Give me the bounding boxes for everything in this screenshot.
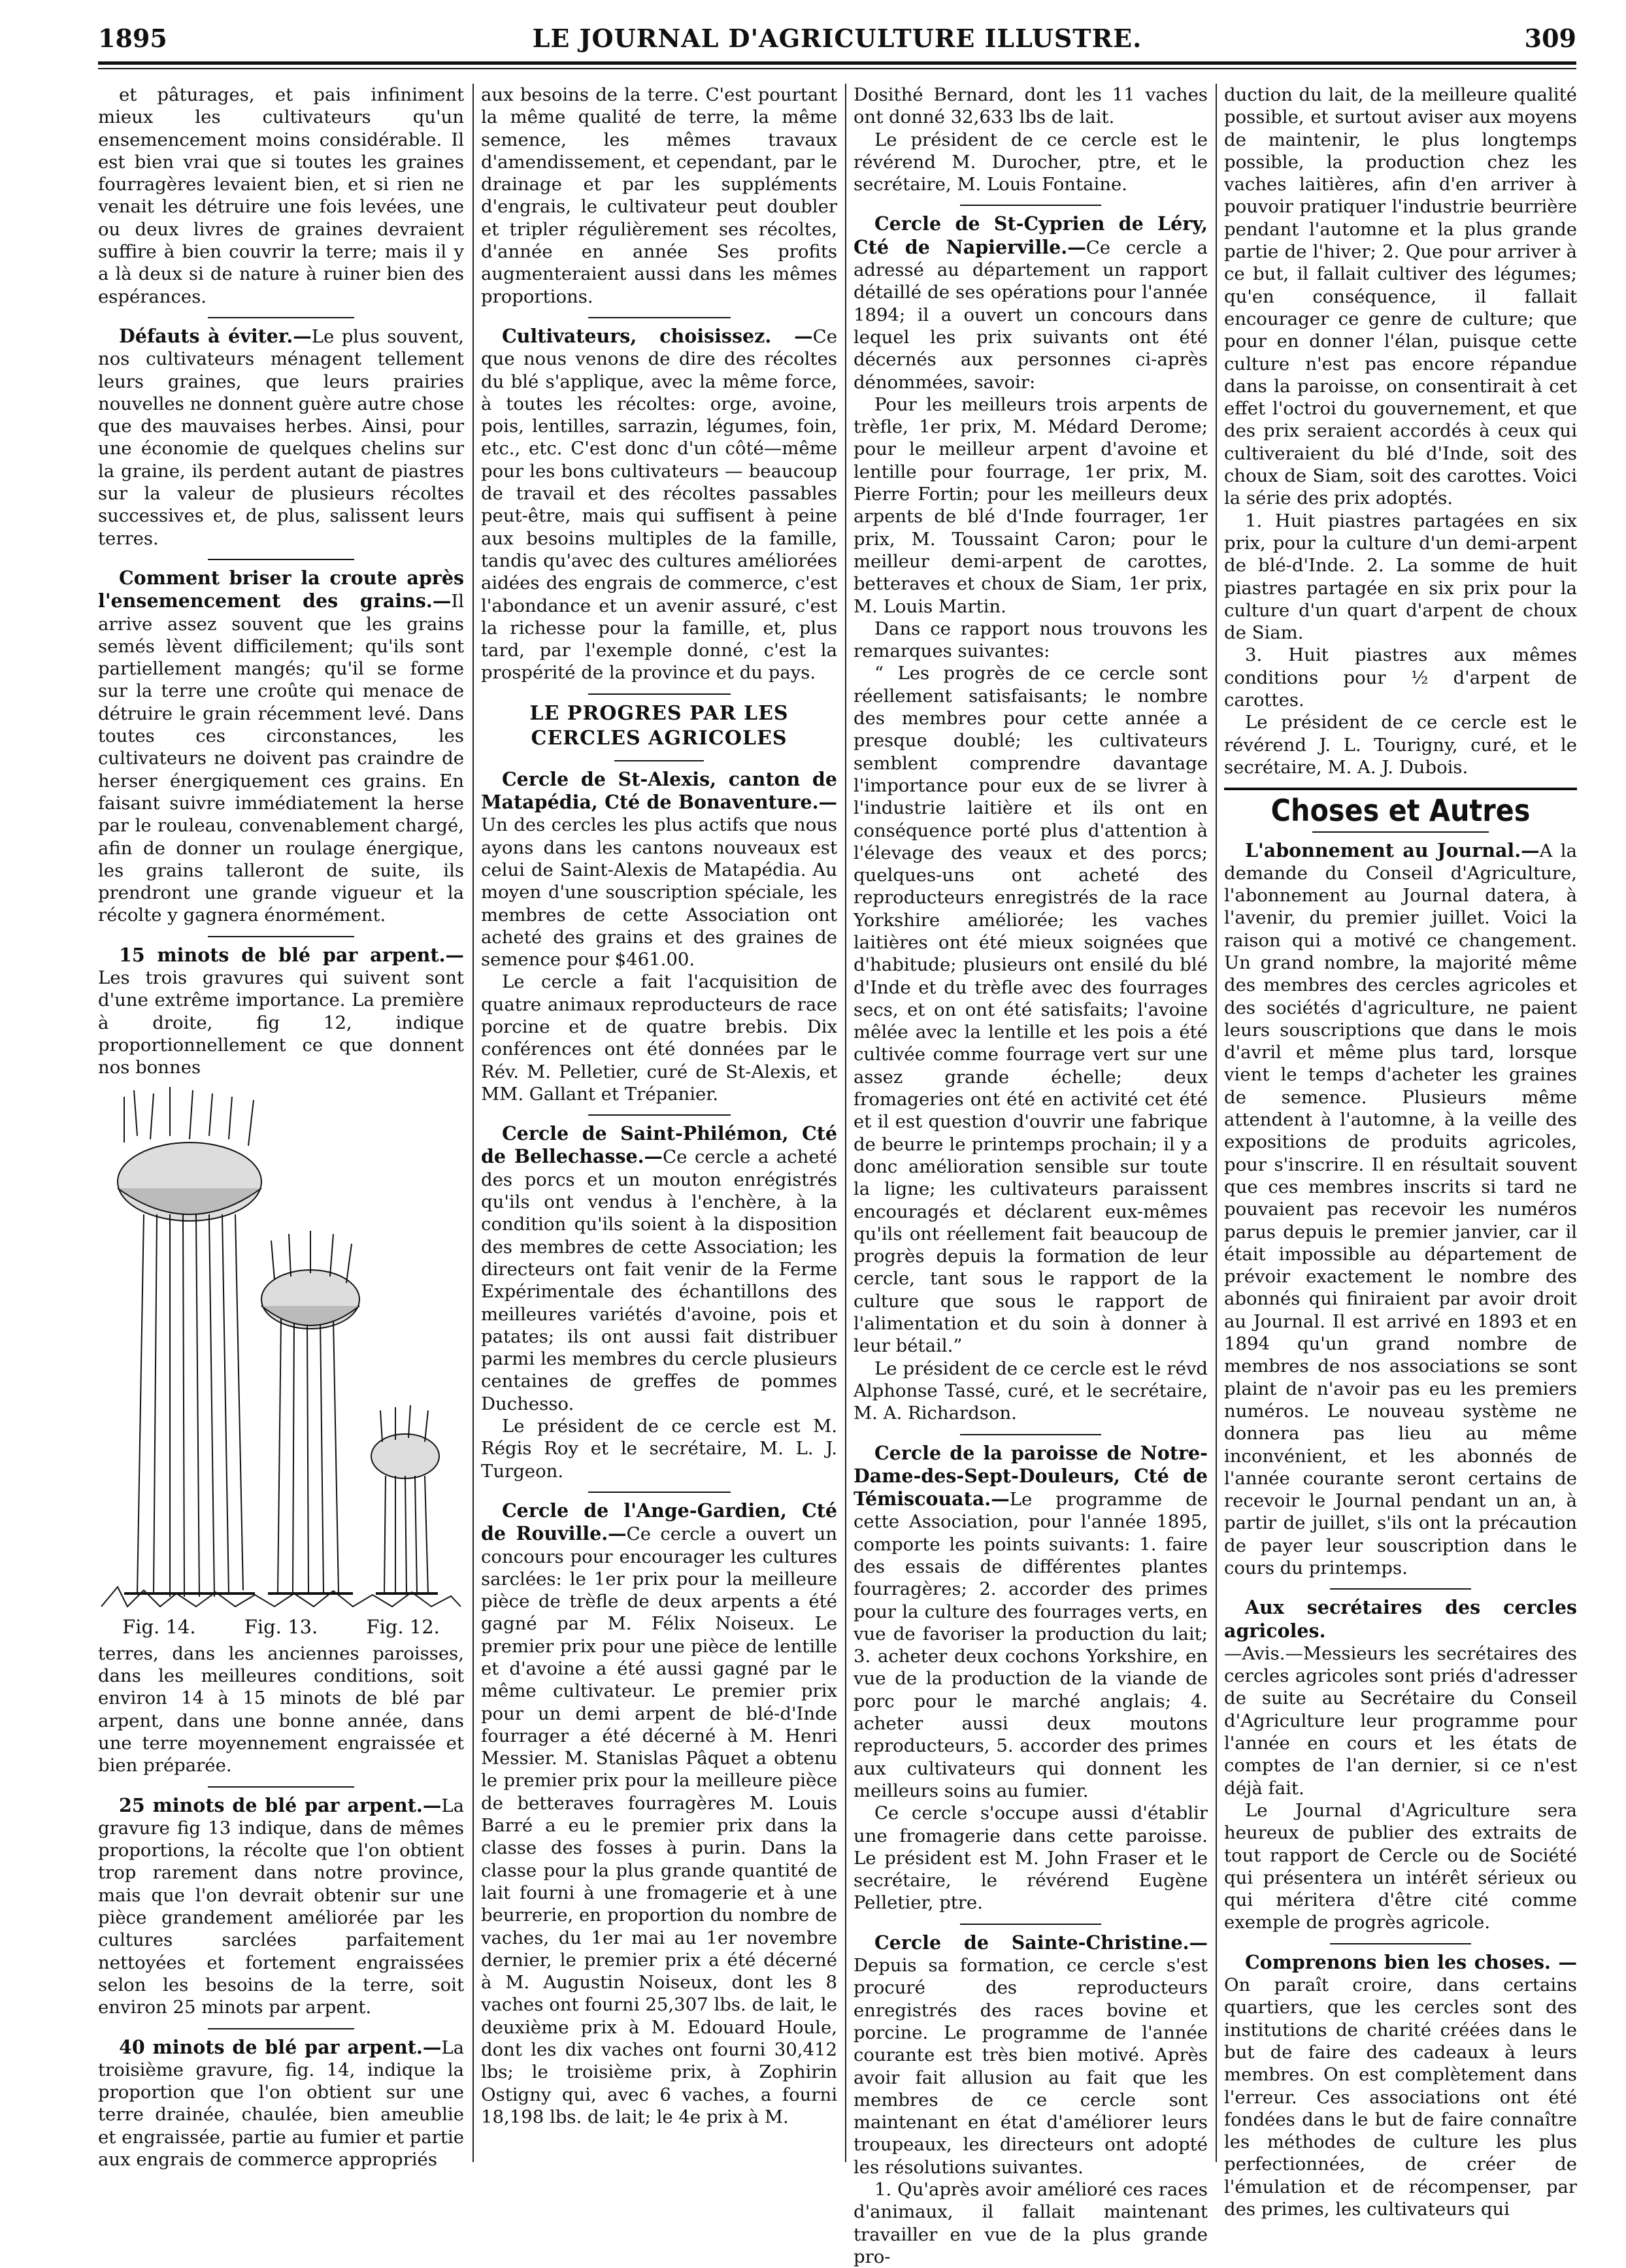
separator: [1330, 1943, 1471, 1944]
article: [481, 768, 837, 971]
article-text: Ce que nous venons de dire des récoltes du blé s'applique, avec la même force, à toutes les récoltes: orge, avoine, pois, lentilles, sarrazin, légumes, foin, etc., etc. C'est donc d'un côté—même pour les bons cultivateurs — beaucoup de travail et des récoltes passables peut-être, mais qui suffisent à peine aux besoins multiples de la famille, tandis qu'avec des cultures améliorées aidées des engrais de commerce, c'est l'abondance et un avenir assuré, c'est la richesse pour la famille, et, plus tard, par l'exemple donné, c'est la prospérité de la province et du pays.: [481, 325, 837, 684]
separator: [614, 760, 703, 761]
paragraph: Ce cercle s'occupe aussi d'établir une fromagerie dans cette paroisse. Le président est M. John Fraser et le secrétaire, le révérend Eugène Pelletier, ptre.: [854, 1803, 1208, 1914]
paragraph: —Avis.—Messieurs les secrétaires des cercles agricoles sont priés d'adresser de suite au Secrétaire du Conseil d'Agriculture leur programme pour l'année en cours et les états de comptes de l'an dernier, si ce n'est déjà fait.: [1224, 1643, 1577, 1799]
article: [98, 2036, 464, 2171]
article: [98, 567, 464, 927]
article-text: La troisième gravure, fig. 14, indique la proportion que l'on obtient sur une terre drainée, chaulée, bien ameublie et engraissée, partie au fumier et partie aux engrais de commerce appropriés: [98, 2037, 464, 2170]
article: [1224, 839, 1577, 1580]
separator: [960, 205, 1102, 206]
figure-captions: [98, 1616, 464, 1638]
article-text: Un des cercles les plus actifs que nous ayons dans les cantons nouveaux est celui de Saint-Alexis de Matapédia. Au moyen d'une souscription spéciale, les membres de cette Association ont acheté des grains et des graines de semence pour $461.00.: [481, 814, 837, 971]
paragraph: Le président de ce cercle est le révérend M. Durocher, ptre, et le secrétaire, M. Louis Fontaine.: [854, 129, 1208, 195]
paragraph: 3. Huit piastres aux mêmes conditions pour ½ d'arpent de carottes.: [1224, 644, 1577, 711]
article-title: L'abonnement au Journal.—: [1245, 839, 1540, 861]
caption-fig-14: Fig. 14.: [122, 1616, 196, 1639]
article: [98, 1794, 464, 2019]
wheat-sheaves-engraving: [98, 1084, 464, 1613]
article: [481, 1122, 837, 1415]
section-rule: [1224, 788, 1577, 790]
paragraph: duction du lait, de la meilleure qualité possible, et surtout aviser aux moyens de maintenir, le plus longtemps possible, la production chez les vaches laitières, afin d'en arriver à pouvoir pratiquer l'industrie beurrière pendant l'automne et la plus grande partie de l'hiver; 2. Que pour arriver à ce but, il fallait cultiver des légumes; qu'en conséquence, il fallait encourager ce genre de culture; que pour en donner l'élan, puisque cette culture n'est pas encore répandue dans la paroisse, on consentirait à cet effet l'octroi du gouvernement, et que des prix seraient accordés à ceux qui cultiveraient du blé d'Inde, soit des choux de Siam, soit des carottes. Voici la série des prix adoptés.: [1224, 84, 1577, 509]
section-heading-choses: Choses et Autres: [1270, 793, 1531, 829]
article: [854, 212, 1208, 393]
separator: [588, 1114, 731, 1116]
article-text: Il arrive assez souvent que les grains semés lèvent difficilement; qu'ils sont partiellement mangés; qu'il se forme sur la terre une croûte qui menace de détruire le grain récemment levé. Dans toutes ces circonstances, les cultivateurs ne doivent pas craindre de herser énergiquement ces grains. En faisant suivre immédiatement la herse par le rouleau, convenablement chargé, afin de donner un roulage énergique, les grains talleront de suite, ils prendront une grande vigueur et la récolte y gagnera énormément.: [98, 591, 464, 926]
article-text: Le plus souvent, nos cultivateurs ménagent tellement leurs graines, que leurs prairies nouvelles ne donnent guère autre chose que des mauvaises herbes. Ainsi, pour une économie de quelques chelins sur la graine, ils perdent autant de piastres sur la valeur de plusieurs récoltes successives et, de plus, salissent leurs terres.: [98, 325, 465, 549]
paragraph: Dans ce rapport nous trouvons les remarques suivantes:: [854, 618, 1208, 662]
article-title: Aux secrétaires des cercles agricoles.: [1224, 1596, 1577, 1642]
article: [481, 325, 837, 684]
sheaf-fig-12: [371, 1405, 439, 1593]
article-text: On paraît croire, dans certains quartiers, que les cercles sont des institutions de charité créées dans le but de faire des cadeaux à leurs membres. On est complètement dans l'erreur. Ces associations ont été fondées dans le but de faire connaître les méthodes de culture les plus perfectionnées, de créer de l'émulation et de récompenser, par des primes, les cultivateurs qui: [1224, 1975, 1577, 2220]
separator: [960, 1924, 1102, 1925]
article-text: A la demande du Conseil d'Agriculture, l'abonnement au Journal datera, à l'avenir, du premier juillet. Voici la raison qui a motivé ce changement. Un grand nombre, la majorité même des membres des cercles agricoles et des sociétés d'agriculture, ne paient leurs souscriptions que dans le mois d'avril et même plus tard, lorsque vient le temps d'acheter les graines de semence. Plusieurs même attendent à l'automne, à la veille des expositions de produits agricoles, pour s'inscrire. Il en résultait souvent que ces membres inscrits si tard ne pouvaient pas recevoir les numéros parus depuis le premier janvier, car il était impossible au département de prévoir exactement le nombre des abonnés qui finiraient par avoir droit au Journal. Il est arrivé en 1893 et en 1894 qu'un grand nombre de membres de nos associations se sont plaint de n'avoir pas eu les premiers numéros. Le nouveau système ne donnera pas lieu au même inconvénient, et les abonnés de l'année courante seront certains de recevoir le Journal pendant un an, à partir de juillet, s'ils ont la précaution de payer leur souscription dans le cours du printemps.: [1224, 840, 1577, 1578]
article: [854, 1931, 1208, 2178]
paragraph: Le président de ce cercle est le révérend J. L. Tourigny, curé, et le secrétaire, M. A. J. Dubois.: [1224, 712, 1577, 778]
separator: [1330, 1588, 1471, 1590]
column-rule-3: [1216, 84, 1217, 2162]
article-title: Cercle de St-Alexis, canton de Matapédia, Cté de Bonaventure.—: [481, 767, 837, 814]
article: [1224, 1596, 1577, 1643]
sheaf-fig-13: [261, 1231, 359, 1593]
article-title: 25 minots de blé par arpent.—: [119, 1793, 442, 1816]
separator: [208, 559, 354, 560]
article-title: Défauts à éviter.—: [119, 324, 312, 347]
wheat-sheaves-illustration: [98, 1084, 464, 1613]
page-header: [98, 22, 1576, 65]
column-rule-1: [473, 84, 474, 2162]
separator: [588, 317, 731, 318]
sheaf-fig-14: [118, 1087, 261, 1597]
article-title: 40 minots de blé par arpent.—: [119, 2035, 442, 2058]
article: [1224, 1951, 1577, 2221]
quotation: “ Les progrès de ce cercle sont réellement satisfaisants; le nombre des membres pour cette année a presque doublé; les cultivateurs semblent comprendre davantage l'importance pour eux de se livrer à l'industrie laitière et ils ont en conséquence porté plus d'attention à l'élevage des veaux et des porcs; quelques-uns ont acheté des reproducteurs enregistrés de la race Yorkshire améliorée; les vaches laitières ont été mieux soignées que d'habitude; plusieurs ont ensilé du blé d'Inde et du trèfle avec des fourrages secs, et on ont été satisfaits; l'avoine mêlée avec la lentille et les pois a été cultivée comme fourrage vert sur une assez grande échelle; deux fromageries ont été en activité cet été et il est question d'ouvrir une fabrique de beurre le printemps prochain; il y a donc amélioration sensible sur toute la ligne; les cultivateurs paraissent encouragés et déclarent eux-mêmes qu'ils ont réellement fait beaucoup de progrès depuis la formation de leur cercle, tant sous le rapport de la culture que sous le rapport de l'alimentation et du soin à donner à leur bétail.”: [854, 663, 1208, 1357]
separator: [208, 2028, 354, 2029]
header-year: 1895: [98, 24, 167, 53]
separator: [1312, 831, 1489, 833]
paragraph: et pâturages, et pais infiniment mieux les cultivateurs qu'un ensemencement moins considérable. Il est bien vrai que si toutes les graines fourragères levaient bien, et si rien ne venait les détruire une fois levées, une ou deux livres de graines devraient suffire à bien couvrir la terre; mais il y a là deux si de nature à ruiner bien des espérances.: [98, 84, 464, 307]
column-3: [854, 84, 1208, 2267]
paragraph: terres, dans les anciennes paroisses, dans les meilleures conditions, soit environ 14 à 15 minots de blé par arpent, dans une bonne année, dans une terre moyennement engraissée et bien préparée.: [98, 1643, 464, 1776]
paragraph: Le président de ce cercle est M. Régis Roy et le secrétaire, M. L. J. Turgeon.: [481, 1416, 837, 1482]
article-text: Le programme de cette Association, pour l'année 1895, comporte les points suivants: 1. faire des essais de différentes plantes fourragères; 2. accorder des primes pour la culture des fourrages verts, en vue de favoriser la production du lait; 3. acheter deux cochons Yorkshire, en vue de la production de la viande de porc pour le marché anglais; 4. acheter aussi deux moutons reproducteurs, 5. accorder des primes aux cultivateurs qui donnent les meilleurs soins au fumier.: [854, 1489, 1208, 1801]
column-4: [1224, 84, 1577, 2220]
article-text: La gravure fig 13 indique, dans de mêmes proportions, la récolte que l'on obtient trop rarement dans notre province, mais que l'on devrait obtenir sur une pièce grandement améliorée par les cultures sarclées parfaitement nettoyées et fortement engraissées selon les besoins de la terre, soit environ 25 minots par arpent.: [98, 1795, 464, 2018]
header-double-rule: [98, 68, 1576, 69]
paragraph: Le président de ce cercle est le révd Alphonse Tassé, curé, et le secrétaire, M. A. Richardson.: [854, 1358, 1208, 1424]
article-title: Cercle de la paroisse de Notre-Dame-des-Sept-Douleurs, Cté de Témiscouata.—: [854, 1441, 1208, 1510]
separator: [208, 317, 354, 318]
article-title: Cultivateurs, choisissez. —: [502, 324, 813, 347]
article: [481, 1499, 837, 2128]
paragraph: Dosithé Bernard, dont les 11 vaches ont donné 32,633 lbs de lait.: [854, 84, 1208, 128]
paragraph: 1. Qu'après avoir amélioré ces races d'animaux, il fallait maintenant travailler en vue de la plus grande pro-: [854, 2179, 1208, 2267]
article: [98, 325, 464, 550]
column-1: [98, 84, 465, 2170]
article-title: Cercle de l'Ange-Gardien, Cté de Rouville.—: [481, 1499, 837, 1545]
column-2: [481, 84, 837, 2162]
article: [854, 1442, 1208, 1803]
separator: [208, 1786, 354, 1788]
paragraph: Pour les meilleurs trois arpents de trèfle, 1er prix, M. Médard Derome; pour le meilleur arpent d'avoine et lentille pour fourrage, 1er prix, M. Pierre Fortin; pour les meilleurs deux arpents de blé d'Inde fourrager, 1er prix, M. Toussaint Caron; pour le meilleur demi-arpent de carottes, betteraves et choux de Siam, 1er prix, M. Louis Martin.: [854, 393, 1208, 617]
article-title: Cercle de Sainte-Christine.—: [874, 1931, 1208, 1954]
article-title: Comprenons bien les choses. —: [1245, 1950, 1577, 1973]
separator: [960, 1434, 1102, 1435]
paragraph: 1. Huit piastres partagées en six prix, pour la culture d'un demi-arpent de blé-d'Inde. 2. La somme de huit piastres partagée en six prix pour la culture d'un quart d'arpent de choux de Siam.: [1224, 510, 1577, 644]
article-title: Cercle de Saint-Philémon, Cté de Bellechasse.—: [481, 1122, 837, 1168]
caption-fig-13: Fig. 13.: [244, 1616, 318, 1639]
page-number: 309: [1524, 24, 1576, 53]
separator: [588, 1492, 731, 1493]
article-text: Les trois gravures qui suivent sont d'une extrême importance. La première à droite, fig 12, indique proportionnellement ce que donnent nos bonnes: [98, 967, 464, 1078]
column-rule-2: [845, 84, 846, 2162]
section-heading: LE PROGRES PAR LES CERCLES AGRICOLES: [529, 701, 789, 750]
article-title: Comment briser la croute après l'ensemencement des grains.—: [98, 566, 464, 612]
article-title: 15 minots de blé par arpent.—: [119, 943, 464, 966]
separator: [208, 936, 354, 937]
paragraph: Le cercle a fait l'acquisition de quatre animaux reproducteurs de race porcine et de quatre brebis. Dix conférences ont été données par le Rév. M. Pelletier, curé de St-Alexis, et MM. Gallant et Trépanier.: [481, 971, 837, 1105]
separator: [588, 693, 731, 695]
article-text: Ce cercle a adressé au département un rapport détaillé de ses opérations pour l'année 1894; il a ouvert un concours dans lequel les prix suivants ont été décernés aux personnes ci-après dénommées, savoir:: [854, 237, 1208, 393]
article: [98, 944, 464, 1079]
article-text: Ce cercle a acheté des porcs et un mouton enrégistrés qu'ils ont vendus à l'enchère, à la condition qu'ils soient à la disposition des membres de cette Association; les directeurs ont fait venir de la Ferme Expérimentale des échantillons des meilleures variétés d'avoine, pois et patates; ils ont aussi fait distribuer parmi les membres du cercle plusieurs centaines de greffes de pommes Duchesso.: [481, 1146, 837, 1414]
article-text: Depuis sa formation, ce cercle s'est procuré des reproducteurs enregistrés des races bovine et porcine. Le programme de l'année courante est très bien motivé. Après avoir fait allusion au fait que les membres de ce cercle sont maintenant en état d'améliorer leurs troupeaux, les directeurs ont adopté les résolutions suivantes.: [854, 1955, 1208, 2178]
paragraph: Le Journal d'Agriculture sera heureux de publier des extraits de tout rapport de Cercle ou de Société qui présentera un intérêt sérieux ou qui méritera d'être cité comme exemple de progrès agricole.: [1224, 1799, 1577, 1933]
paragraph: aux besoins de la terre. C'est pourtant la même qualité de terre, la même semence, les mêmes travaux d'amendissement, et cependant, par le drainage et par les suppléments d'engrais, le cultivateur peut doubler et tripler régulièrement ses récoltes, d'année en année Ses profits augmenteraient aussi dans les mêmes proportions.: [481, 84, 837, 307]
article-text: Ce cercle a ouvert un concours pour encourager les cultures sarclées: le 1er prix pour la meilleure pièce de trèfle de deux arpents a été gagné par M. Félix Noiseux. Le premier prix pour une pièce de lentille et d'avoine a été aussi gagné par le même cultivateur. Le premier prix pour un demi arpent de blé-d'Inde fourrager a été décerné à M. Henri Messier. M. Stanislas Pâquet a obtenu le premier prix pour la meilleure pièce de betteraves fourragères M. Louis Barré a eu le premier prix dans la classe des fosses à purin. Dans la classe pour la plus grande quantité de lait fourni à une fromagerie et à une beurrerie, en proportion du nombre de vaches, du 1er mai au 1er novembre dernier, le premier prix a été décerné à M. Augustin Noiseux, dont les 8 vaches ont fourni 25,307 lbs. de lait, le deuxième prix à M. Edouard Houle, dont les dix vaches ont fourni 30,412 lbs; le troisième prix, à Zophirin Ostigny qui, avec 6 vaches, a fourni 18,198 lbs. de lait; le 4e prix à M.: [481, 1524, 838, 2127]
caption-fig-12: Fig. 12.: [366, 1616, 440, 1639]
journal-title: LE JOURNAL D'AGRICULTURE ILLUSTRE.: [532, 24, 1142, 53]
article-title: Cercle de St-Cyprien de Léry, Cté de Napierville.—: [854, 212, 1208, 258]
